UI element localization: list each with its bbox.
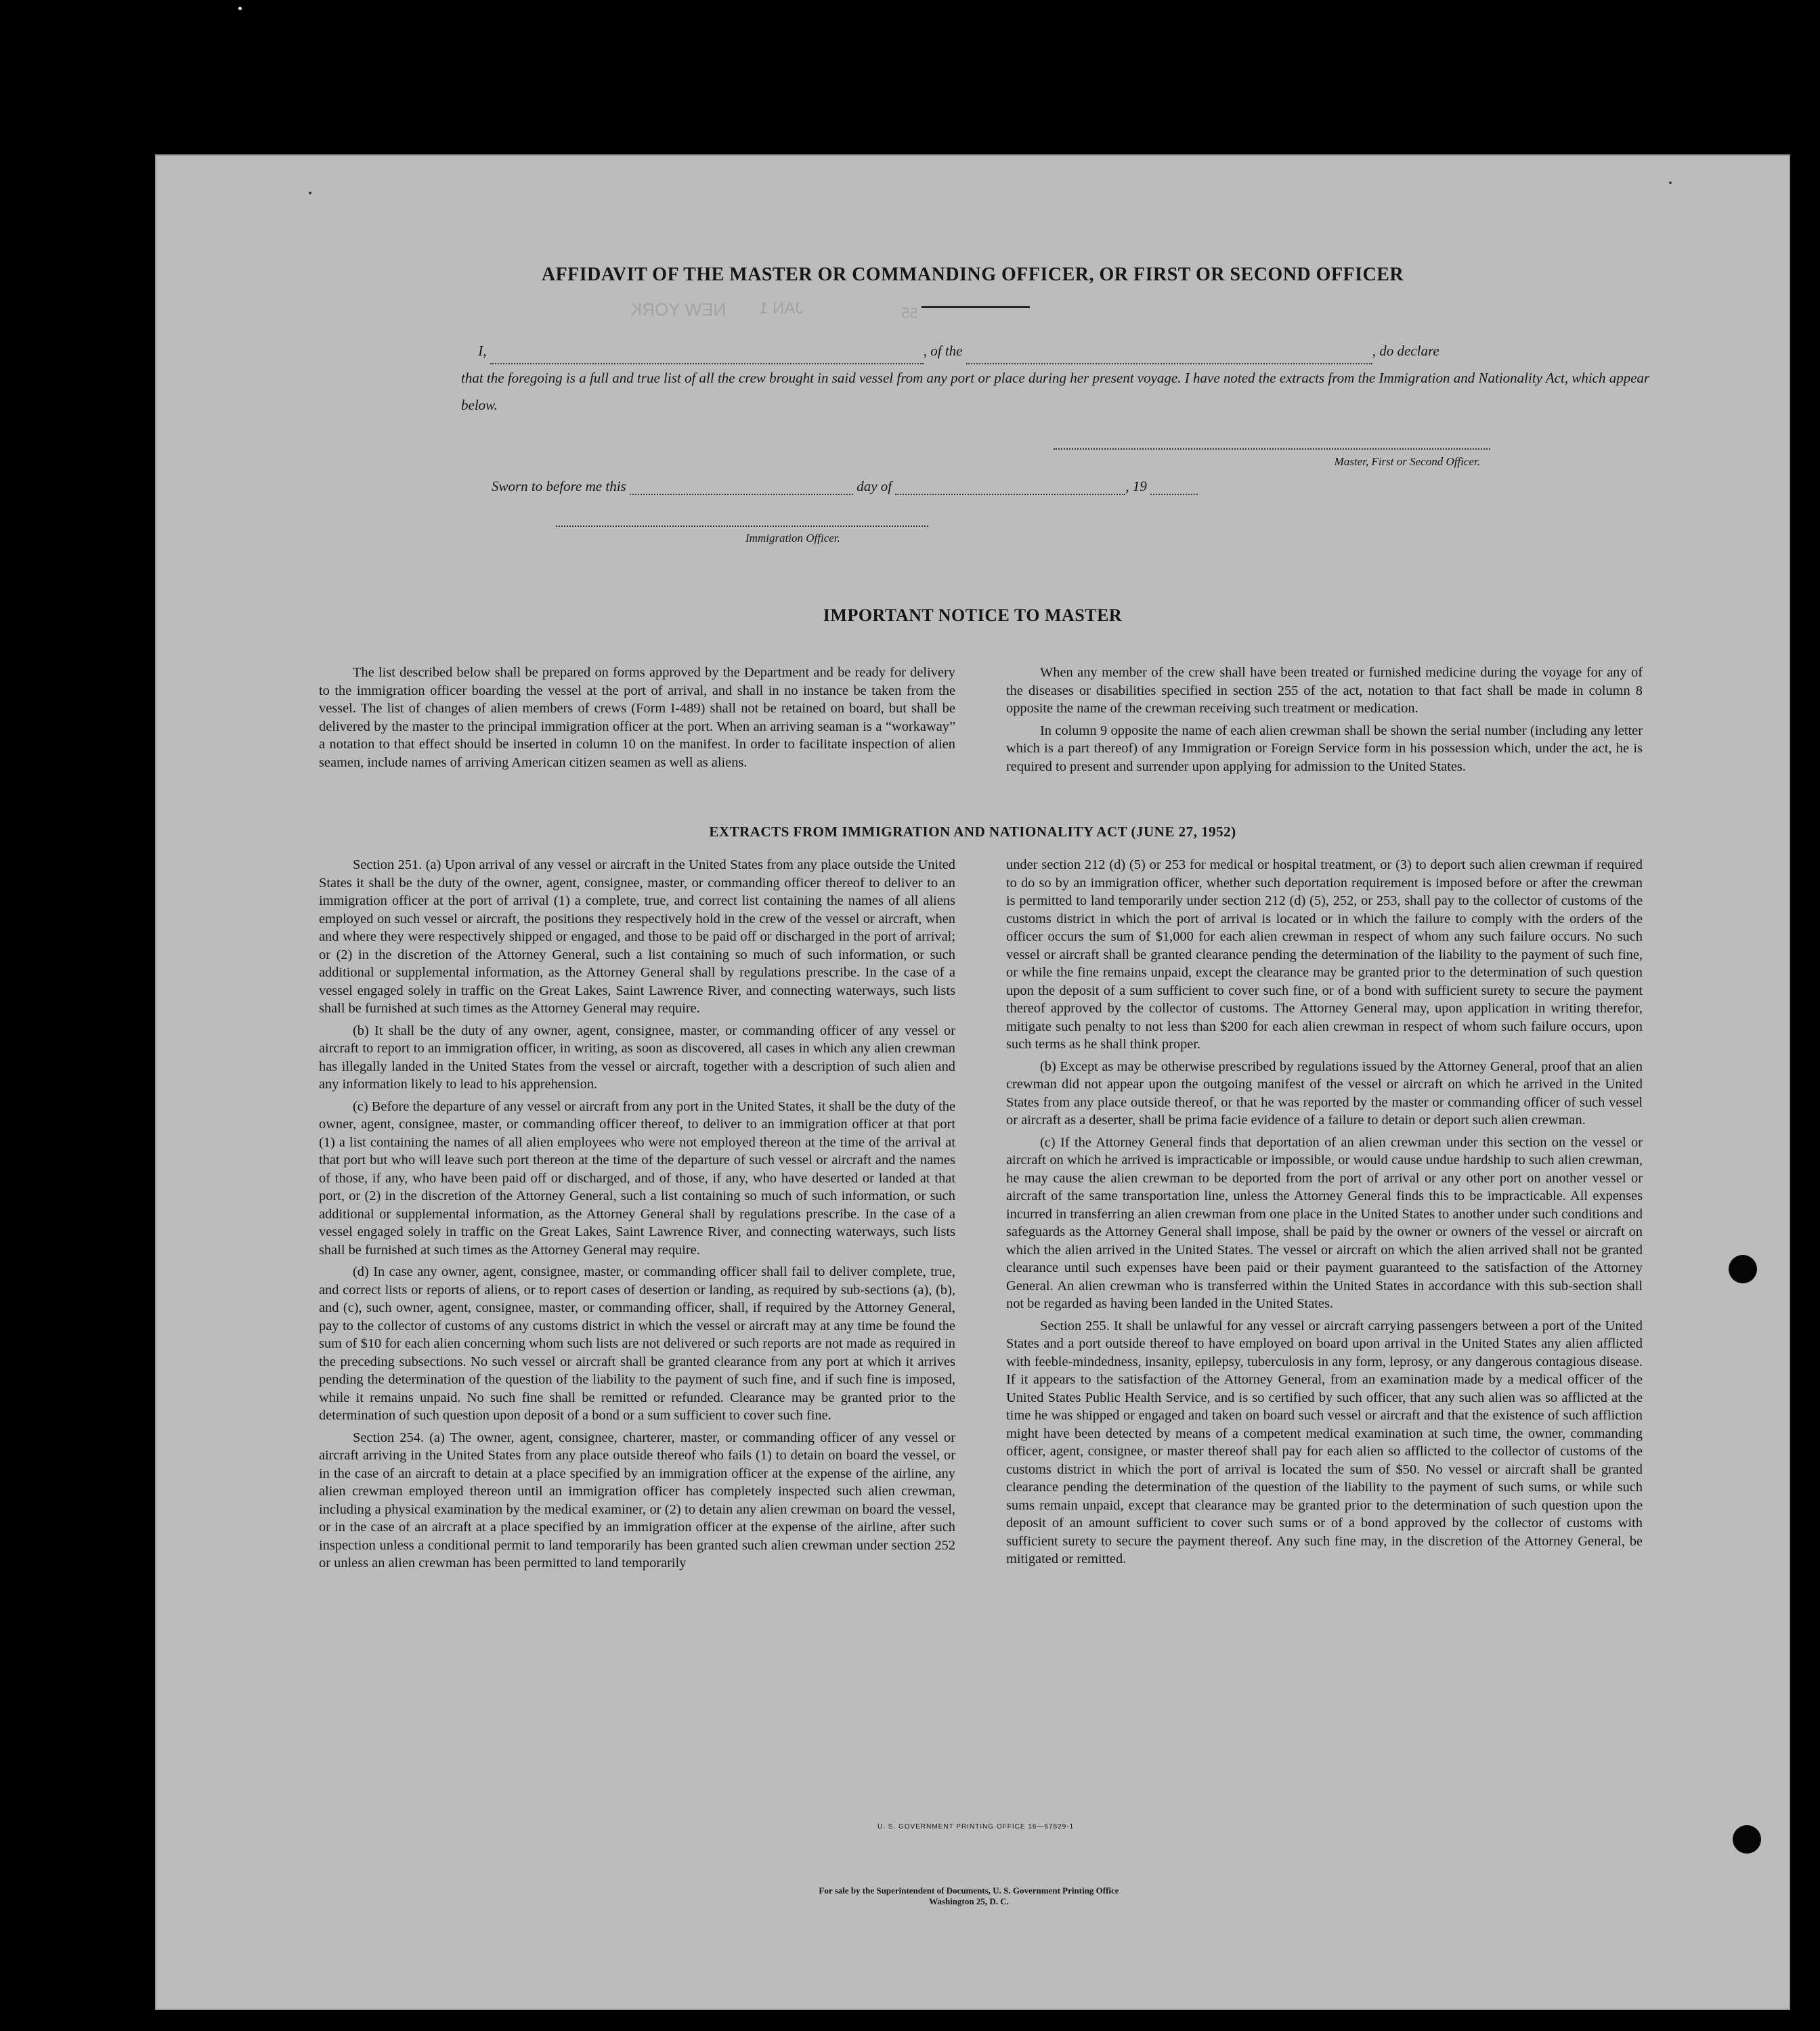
- section-251b: (b) It shall be the duty of any owner, agent, consignee, master, or commanding officer of any vessel or aircraft to report to an immigration officer, in writing, as soon as discovered, all cases in which any alien crewman has illegally landed in the United States from the vessel or aircraft, together with a description of such alien and any information likely to lead to his apprehension.: [319, 1023, 955, 1092]
- section-251d: (d) In case any owner, agent, consignee, master, or commanding officer shall fail to deliver complete, true, and correct lists or reports of aliens, or to report cases of desertion or landing, as required by sub-sections (a), (b), and (c), such owner, agent, consignee, master, or commanding officer, shall, if required by the Attorney General, pay to the collector of customs of any customs district in which the vessel or aircraft may at any time be found the sum of $10 for each alien concerning whom such lists are not delivered or such reports are not made as required in the preceding subsections. No such vessel or aircraft shall be granted clearance from any port at which it arrives pending the determination of the question of the liability to the payment of such fine, and if such fine is imposed, while it remains unpaid. No such fine shall be remitted or refunded. Clearance may be granted prior to the determination of such question upon deposit of a bond or a sum sufficient to cover such fine.: [319, 1264, 955, 1423]
- affidavit-title: AFFIDAVIT OF THE MASTER OR COMMANDING OFFICER, OR FIRST OR SECOND OFFICER: [541, 264, 1404, 285]
- dust-speck: [309, 192, 311, 194]
- printer-imprint: U. S. GOVERNMENT PRINTING OFFICE 16—67829-1: [878, 1823, 1075, 1831]
- vessel-field[interactable]: [966, 349, 1372, 364]
- title-underline: [922, 306, 1030, 308]
- do-declare-label: , do declare: [1372, 343, 1439, 359]
- section-251c: (c) Before the departure of any vessel or aircraft from any port in the United States, it shall be the duty of the owner, agent, consignee, master, or commanding officer thereof, to deliver to an immigration officer at that port (1) a list containing the names of all alien employees who were not employed thereon at the time of the arrival at that port but who will leave such port thereon at the time of the departure of such vessel or aircraft and the names of those, if any, who have been paid off or discharged, and of those, if any, who have deserted or landed at that port, or (2) in the discretion of the Attorney General, such a list containing so much of such information, or such additional or supplemental information, as the Attorney General shall by regulations prescribe. In the case of a vessel engaged solely in traffic on the Great Lakes, Saint Lawrence River, and connecting waterways, such lists shall be furnished at such times as the Attorney General may require.: [319, 1098, 955, 1258]
- immigration-officer-label: Immigration Officer.: [745, 532, 840, 544]
- day-of-label: day of: [857, 478, 892, 494]
- master-signature-label: Master, First or Second Officer.: [1334, 455, 1480, 468]
- document-page: [155, 154, 1790, 2010]
- section-254a-continued: under section 212 (d) (5) or 253 for medical or hospital treatment, or (3) to deport such alien crewman if required to do so by an immigration officer, whether such deportation requirement is imposed before or after the crewman is permitted to land temporarily under section 212 (d) (5), 252, or 253, shall pay to the collector of customs of the customs district in which the port of arrival is located or in which the failure to comply with the orders of the officer occurs the sum of $1,000 for each alien crewman in respect of whom any such failure occurs. No such vessel or aircraft shall be granted clearance pending the determination of the liability to the payment of such fine, or while the fine remains unpaid, except the clearance may be granted prior to the determination of such question upon the deposit of a sum sufficient to cover such fine, or of a bond with sufficient surety to secure the payment thereof approved by the collector of customs. The Attorney General may, upon application in writing therefor, mitigate such penalty to not less than $200 for each alien crewman in respect of whom such failure occurs, upon such terms as he shall think proper.: [1006, 857, 1643, 1052]
- sworn-month-field[interactable]: [895, 480, 1125, 495]
- sale-notice-line-2: Washington 25, D. C.: [929, 1896, 1009, 1906]
- extracts-title: EXTRACTS FROM IMMIGRATION AND NATIONALITY ACT (JUNE 27, 1952): [709, 824, 1236, 840]
- extracts-left-column: [319, 856, 955, 1577]
- sworn-label: Sworn to before me this: [492, 478, 626, 494]
- section-251a: Section 251. (a) Upon arrival of any vessel or aircraft in the United States from any place outside the United States it shall be the duty of the owner, agent, consignee, master, or commanding officer thereof to deliver to an immigration officer at the port of arrival (1) a complete, true, and correct list containing the names of all aliens employed on such vessel or aircraft, the positions they respectively hold in the crew of the vessel or aircraft, when and where they were respectively shipped or engaged, and those to be paid off or discharged in the port of arrival; or (2) in the discretion of the Attorney General, such a list containing so much of such information, or such additional or supplemental information, as the Attorney General shall by regulations prescribe. In the case of a vessel engaged solely in traffic on the Great Lakes, Saint Lawrence River, and connecting waterways, such lists shall be furnished at such times as the Attorney General may require.: [319, 857, 955, 1016]
- section-254c: (c) If the Attorney General finds that deportation of an alien crewman under this section on the vessel or aircraft on which he arrived is impracticable or impossible, or would cause undue hardship to such alien crewman, he may cause the alien crewman to be deported from the port of arrival or any other port on another vessel or aircraft of the same transportation line, unless the Attorney General finds this to be impracticable. All expenses incurred in transferring an alien crewman from one place in the United States to another under such conditions and safeguards as the Attorney General shall impose, shall be paid by the owner or owners of the vessel or aircraft on which the alien arrived in the United States. The vessel or aircraft on which the alien arrived shall not be granted clearance until such expenses have been paid or their payment guaranteed to the satisfaction of the Attorney General. An alien crewman who is transferred within the United States in accordance with this sub-section shall not be regarded as having been landed in the United States.: [1006, 1134, 1643, 1311]
- notice-left-column: [319, 664, 955, 775]
- bleed-through-new-york: NEW YORK: [630, 299, 727, 320]
- extracts-right-column: [1006, 856, 1643, 1573]
- of-the-label: , of the: [923, 343, 963, 359]
- punch-hole-lower: [1733, 1825, 1761, 1854]
- notice-right-column: [1006, 664, 1643, 779]
- i-label: I,: [478, 343, 487, 359]
- notice-title: IMPORTANT NOTICE TO MASTER: [823, 605, 1123, 625]
- punch-hole-upper: [1729, 1255, 1757, 1283]
- section-254a: Section 254. (a) The owner, agent, consignee, charterer, master, or commanding officer of any vessel or aircraft arriving in the United States from any place outside thereof who fails (1) to detain on board the vessel, or in the case of an aircraft to detain at a place specified by an immigration officer at the expense of the airline, any alien crewman employed thereon until an immigration officer has completely inspected such alien crewman, including a physical examination by the medical examiner, or (2) to detain any alien crewman on board the vessel, or in the case of an aircraft at a place specified by an immigration officer at the expense of the airline, after such inspection unless a conditional permit to land temporarily has been granted such alien crewman under section 252 or unless an alien crewman has been permitted to land temporarily: [319, 1430, 955, 1570]
- declaration-block: [461, 337, 1666, 419]
- name-field[interactable]: [490, 349, 924, 364]
- notice-right-paragraph-1: When any member of the crew shall have been treated or furnished medicine during the voyage for any of the diseases or disabilities specified in section 255 of the act, notation to that fact shall be made in column 8 opposite the name of the crewman receiving such treatment or medication.: [1006, 665, 1643, 716]
- section-254b: (b) Except as may be otherwise prescribed by regulations issued by the Attorney General, proof that an alien crewman did not appear upon the outgoing manifest of the vessel or aircraft on which he arrived in the United States from any place outside thereof, or that he was reported by the master or commanding officer of such vessel or aircraft as a deserter, shall be prima facie evidence of a failure to detain or deport such alien crewman.: [1006, 1059, 1643, 1128]
- section-255: Section 255. It shall be unlawful for any vessel or aircraft carrying passengers between a port of the United States and a port outside thereof to have employed on board upon arrival in the United States any alien afflicted with feeble-mindedness, insanity, epilepsy, tuberculosis in any form, leprosy, or any dangerous contagious disease. If it appears to the satisfaction of the Attorney General, from an examination made by a medical officer of the United States Public Health Service, and is so certified by such officer, that any such alien was so afflicted at the time he was shipped or engaged and taken on board such vessel or aircraft and that the existence of such affliction might have been detected by means of a competent medical examination at such time, the owner, commanding officer, agent, consignee, or master thereof shall pay for each alien so afflicted to the collector of customs of the customs district in which the port of arrival is located the sum of $50. No vessel or aircraft shall be granted clearance pending the determination of the question of the liability to the payment of such sums, or while such sums remain unpaid, except that clearance may be granted prior to the determination of such question upon the deposit of an amount sufficient to cover such sums or of a bond approved by the collector of customs with sufficient surety to secure the payment thereof. Any such fine may, in the discretion of the Attorney General, be mitigated or remitted.: [1006, 1318, 1643, 1566]
- master-signature-line[interactable]: [1054, 448, 1490, 450]
- year-label: , 19: [1125, 478, 1147, 494]
- immigration-officer-signature-line[interactable]: [556, 526, 928, 527]
- dust-speck: [1669, 181, 1672, 184]
- notice-right-paragraph-2: In column 9 opposite the name of each alien crewman shall be shown the serial number (including any letter which is a part thereof) of any Immigration or Foreign Service form in his possession which, under the act, he is required to present and surrender upon applying for admission to the United States.: [1006, 723, 1643, 774]
- dust-speck: [238, 7, 242, 10]
- notice-left-paragraph: The list described below shall be prepared on forms approved by the Department and be ready for delivery to the immigration officer boarding the vessel at the port of arrival, and shall in no instance be taken from the vessel. The list of changes of alien members of crews (Form I-489) shall not be retained on board, but shall be delivered by the master to the principal immigration officer at the port. When an arriving seaman is a “workaway” a notation to that effect should be inserted in column 10 on the manifest. In order to facilitate inspection of alien seamen, include names of arriving American citizen seamen as well as aliens.: [319, 665, 955, 770]
- declaration-text: that the foregoing is a full and true list of all the crew brought in said vessel from any port or place during her present voyage. I have noted the extracts from the Immigration and Nationality Act, which appear below.: [461, 370, 1650, 413]
- sworn-day-field[interactable]: [630, 480, 853, 495]
- sale-notice: [698, 1885, 1240, 1907]
- sworn-year-field[interactable]: [1150, 480, 1198, 495]
- bleed-through-year: 55: [901, 305, 918, 322]
- sale-notice-line-1: For sale by the Superintendent of Documents, U. S. Government Printing Office: [819, 1885, 1119, 1896]
- bleed-through-date: JAN 1: [759, 299, 804, 318]
- sworn-line: [492, 478, 1198, 495]
